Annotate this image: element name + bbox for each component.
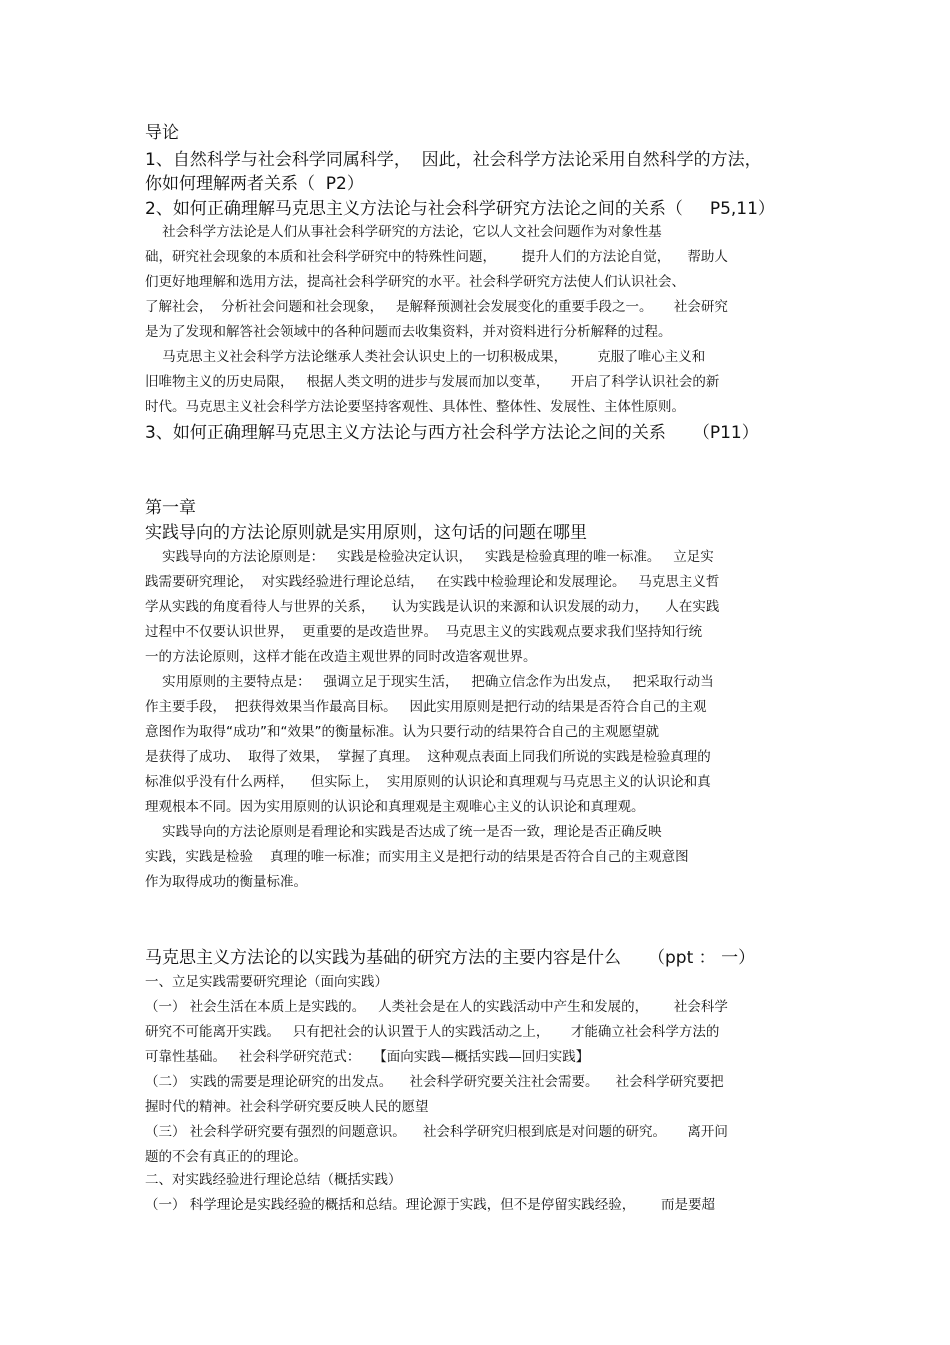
question-2: 2、如何正确理解马克思主义方法论与社会科学研究方法论之间的关系（ P5,11） bbox=[145, 199, 775, 219]
paragraph-line: 践需要研究理论， 对实践经验进行理论总结， 在实践中检验理论和发展理论。 马克思主义哲 bbox=[145, 574, 720, 590]
paragraph-line: 一的方法论原则，这样才能在改造主观世界的同时改造客观世界。 bbox=[145, 649, 537, 665]
question-3: 3、如何正确理解马克思主义方法论与西方社会科学方法论之间的关系 （P11） bbox=[145, 423, 759, 443]
paragraph-line: （二） 实践的需要是理论研究的出发点。 社会科学研究要关注社会需要。 社会科学研究要把 bbox=[145, 1074, 724, 1090]
subsection-heading: 一、立足实践需要研究理论（面向实践） bbox=[145, 974, 388, 990]
paragraph-line: 作为取得成功的衡量标准。 bbox=[145, 874, 307, 890]
paragraph-line: 实用原则的主要特点是： 强调立足于现实生活， 把确立信念作为出发点， 把采取行动当 bbox=[145, 674, 714, 690]
paragraph-line: 研究不可能离开实践。 只有把社会的认识置于人的实践活动之上， 才能确立社会科学方法的 bbox=[145, 1024, 720, 1040]
paragraph-line: 是获得了成功、 取得了效果， 掌握了真理。 这种观点表面上同我们所说的实践是检验真理的 bbox=[145, 749, 711, 765]
paragraph-line: 过程中不仅要认识世界， 更重要的是改造世界。 马克思主义的实践观点要求我们坚持知行统 bbox=[145, 624, 703, 640]
paragraph-line: 马克思主义社会科学方法论继承人类社会认识史上的一切积极成果， 克服了唯心主义和 bbox=[145, 349, 706, 365]
paragraph-line: （一） 科学理论是实践经验的概括和总结。理论源于实践，但不是停留实践经验， 而是要超 bbox=[145, 1197, 716, 1213]
paragraph-line: 标准似乎没有什么两样， 但实际上， 实用原则的认识论和真理观与马克思主义的认识论和真 bbox=[145, 774, 711, 790]
paragraph-line: 们更好地理解和选用方法，提高社会科学研究的水平。社会科学研究方法使人们认识社会、 bbox=[145, 274, 685, 290]
paragraph-line: 旧唯物主义的历史局限， 根据人类文明的进步与发展而加以变革， 开启了科学认识社会的新 bbox=[145, 374, 720, 390]
paragraph-line: 题的不会有真正的的理论。 bbox=[145, 1149, 307, 1165]
paragraph-line: 础，研究社会现象的本质和社会科学研究中的特殊性问题， 提升人们的方法论自觉， 帮助人 bbox=[145, 249, 728, 265]
paragraph-line: （一） 社会生活在本质上是实践的。 人类社会是在人的实践活动中产生和发展的， 社会科学 bbox=[145, 999, 728, 1015]
chapter-heading: 第一章 bbox=[145, 498, 196, 518]
subsection-heading: 二、对实践经验进行理论总结（概括实践） bbox=[145, 1172, 402, 1188]
paragraph-line: 时代。马克思主义社会科学方法论要坚持客观性、具体性、整体性、发展性、主体性原则。 bbox=[145, 399, 685, 415]
paragraph-line: 社会科学方法论是人们从事社会科学研究的方法论，它以人文社会问题作为对象性基 bbox=[145, 224, 662, 240]
paragraph-line: 实践导向的方法论原则是： 实践是检验决定认识， 实践是检验真理的唯一标准。 立足实 bbox=[145, 549, 714, 565]
paragraph-line: 实践导向的方法论原则是看理论和实践是否达成了统一是否一致，理论是否正确反映 bbox=[145, 824, 662, 840]
paragraph-line: 可靠性基础。 社会科学研究范式： 【面向实践—概括实践—回归实践】 bbox=[145, 1049, 590, 1065]
paragraph-line: 实践，实践是检验 真理的唯一标准；而实用主义是把行动的结果是否符合自己的主观意图 bbox=[145, 849, 689, 865]
chapter-question: 实践导向的方法论原则就是实用原则，这句话的问题在哪里 bbox=[145, 523, 587, 543]
question-1-line-1: 1、自然科学与社会科学同属科学， 因此，社会科学方法论采用自然科学的方法， bbox=[145, 150, 762, 170]
question-1-line-2: 你如何理解两者关系（ P2） bbox=[145, 174, 364, 194]
paragraph-line: 作主要手段， 把获得效果当作最高目标。 因此实用原则是把行动的结果是否符合自己的主观 bbox=[145, 699, 707, 715]
paragraph-line: 握时代的精神。社会科学研究要反映人民的愿望 bbox=[145, 1099, 429, 1115]
paragraph-line: 学从实践的角度看待人与世界的关系， 认为实践是认识的来源和认识发展的动力， 人在实践 bbox=[145, 599, 720, 615]
section-question: 马克思主义方法论的以实践为基础的研究方法的主要内容是什么 （ppt ： 一） bbox=[145, 948, 756, 968]
section-heading-intro: 导论 bbox=[145, 123, 179, 143]
paragraph-line: 意图作为取得“成功”和“效果”的衡量标准。认为只要行动的结果符合自己的主观愿望就 bbox=[145, 724, 659, 740]
paragraph-line: （三） 社会科学研究要有强烈的问题意识。 社会科学研究归根到底是对问题的研究。 离开问 bbox=[145, 1124, 728, 1140]
paragraph-line: 了解社会， 分析社会问题和社会现象， 是解释预测社会发展变化的重要手段之一。 社会研究 bbox=[145, 299, 728, 315]
paragraph-line: 理观根本不同。因为实用原则的认识论和真理观是主观唯心主义的认识论和真理观。 bbox=[145, 799, 645, 815]
paragraph-line: 是为了发现和解答社会领域中的各种问题而去收集资料，并对资料进行分析解释的过程。 bbox=[145, 324, 672, 340]
